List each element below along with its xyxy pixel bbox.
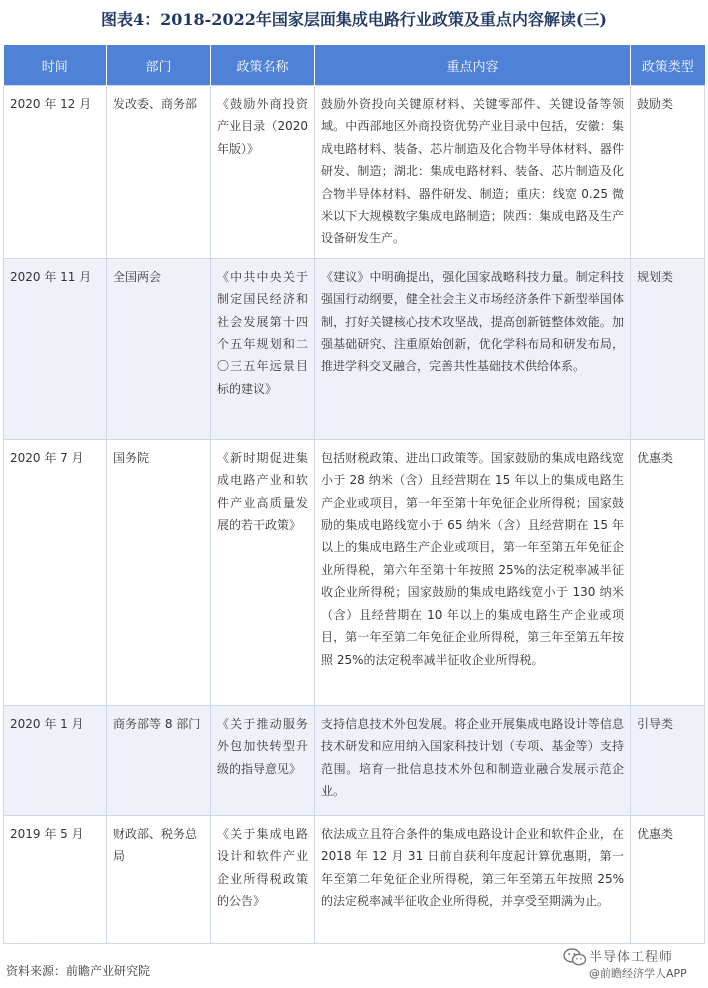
cell-dept: 国务院 xyxy=(107,439,211,705)
cell-dept: 商务部等 8 部门 xyxy=(107,705,211,815)
cell-policy: 《鼓励外商投资产业目录（2020 年版）》 xyxy=(211,86,315,259)
table-row xyxy=(4,258,705,439)
table-row xyxy=(4,86,705,259)
cell-content: 支持信息技术外包发展。将企业开展集成电路设计等信息技术研发和应用纳入国家科技计划（专项、基金等）支持范围。培育一批信息技术外包和制造业融合发展示范企业。 xyxy=(315,705,631,815)
table-header-row xyxy=(4,45,705,86)
table-row xyxy=(4,815,705,943)
cell-type: 规划类 xyxy=(631,258,705,439)
wechat-account-badge xyxy=(563,946,705,984)
cell-content: 依法成立且符合条件的集成电路设计企业和软件企业，在 2018 年 12 月 31 日前自获利年度起计算优惠期，第一年至第二年免征企业所得税，第三年至第五年按照 25%的法定税率减半征收企业所得税，并享受至期满为止。 xyxy=(315,815,631,943)
cell-time: 2020 年 11 月 xyxy=(4,258,107,439)
table-row xyxy=(4,439,705,705)
cell-policy: 《新时期促进集成电路产业和软件产业高质量发展的若干政策》 xyxy=(211,439,315,705)
page-title: 图表4：2018-2022年国家层面集成电路行业政策及重点内容解读(三) xyxy=(101,10,607,29)
cell-policy: 《关于集成电路设计和软件产业企业所得税政策的公告》 xyxy=(211,815,315,943)
cell-dept: 财政部、税务总局 xyxy=(107,815,211,943)
cell-content: 鼓励外资投向关键原材料、关键零部件、关键设备等领域。中西部地区外商投资优势产业目录中包括，安徽：集成电路材料、装备、芯片制造及化合物半导体材料、器件研发、制造；湖北：集成电路材料、装备、芯片制造及化合物半导体材料、器件研发、制造；重庆：线宽 0.25 微米以下大规模数字集成电路制造；陕西：集成电路及生产设备研发生产。 xyxy=(315,86,631,259)
header-type: 政策类型 xyxy=(631,45,705,86)
cell-dept: 全国两会 xyxy=(107,258,211,439)
wechat-icon xyxy=(563,948,587,966)
cell-time: 2020 年 7 月 xyxy=(4,439,107,705)
cell-type: 优惠类 xyxy=(631,815,705,943)
header-content: 重点内容 xyxy=(315,45,631,86)
cell-content: 《建议》中明确提出，强化国家战略科技力量。制定科技强国行动纲要，健全社会主义市场经济条件下新型举国体制，打好关键核心技术攻坚战，提高创新链整体效能。加强基础研究、注重原始创新，优化学科布局和研发布局，推进学科交叉融合，完善共性基础技术供给体系。 xyxy=(315,258,631,439)
cell-type: 鼓励类 xyxy=(631,86,705,259)
wechat-app-label: @前瞻经济学人APP xyxy=(589,967,687,980)
cell-dept: 发改委、商务部 xyxy=(107,86,211,259)
source-note: 资料来源：前瞻产业研究院 xyxy=(6,964,151,978)
cell-content: 包括财税政策、进出口政策等。国家鼓励的集成电路线宽小于 28 纳米（含）且经营期在 15 年以上的集成电路生产企业或项目，第一年至第十年免征企业所得税；国家鼓励的集成电路线宽小于 65 纳米（含）且经营期在 15 年以上的集成电路生产企业或项目，第一年至第五年免征企业所得税，第六年至第十年按照 25%的法定税率减半征收企业所得税；国家鼓励的集成电路线宽小于 130 纳米（含）且经营期在 10 年以上的集成电路生产企业或项目，第一年至第二年免征企业所得税，第三年至第五年按照 25%的法定税率减半征收企业所得税。 xyxy=(315,439,631,705)
header-dept: 部门 xyxy=(107,45,211,86)
table-row xyxy=(4,705,705,815)
wechat-account-name: 半导体工程师 xyxy=(589,950,674,965)
cell-policy: 《中共中央关于制定国民经济和社会发展第十四个五年规划和二〇三五年远景目标的建议》 xyxy=(211,258,315,439)
header-time: 时间 xyxy=(4,45,107,86)
cell-time: 2020 年 1 月 xyxy=(4,705,107,815)
cell-time: 2020 年 12 月 xyxy=(4,86,107,259)
header-policy: 政策名称 xyxy=(211,45,315,86)
policy-table xyxy=(3,45,705,944)
cell-time: 2019 年 5 月 xyxy=(4,815,107,943)
cell-type: 优惠类 xyxy=(631,439,705,705)
cell-type: 引导类 xyxy=(631,705,705,815)
cell-policy: 《关于推动服务外包加快转型升级的指导意见》 xyxy=(211,705,315,815)
